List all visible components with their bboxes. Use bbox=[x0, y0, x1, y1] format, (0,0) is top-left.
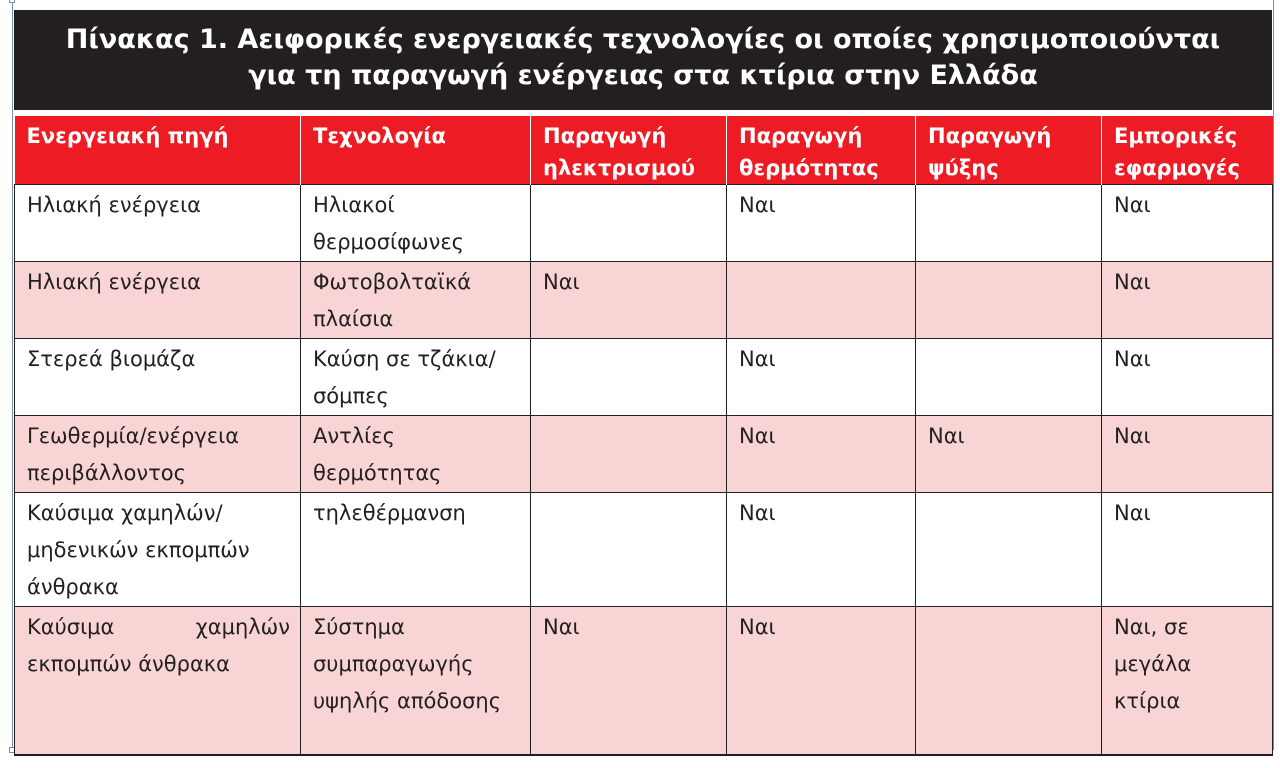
cell-heat bbox=[727, 262, 916, 339]
energy-technologies-table bbox=[14, 116, 1273, 756]
cell-heat: Ναι bbox=[727, 607, 916, 755]
table-title bbox=[14, 10, 1272, 110]
cell-technology: Σύστημα συμπαραγωγής υψηλής απόδοσης bbox=[301, 607, 531, 755]
cell-commercial: Ναι bbox=[1102, 185, 1273, 262]
header-heat-production: Παραγωγή θερμότητας bbox=[727, 116, 916, 185]
cell-cooling bbox=[916, 185, 1102, 262]
header-electricity-production: Παραγωγή ηλεκτρισμού bbox=[531, 116, 727, 185]
table-row bbox=[15, 339, 1273, 416]
cell-energy-source: Καύσιμα χαμηλών/μηδενικών εκπομπών άνθρακα bbox=[15, 493, 301, 607]
cell-energy-source: Ηλιακή ενέργεια bbox=[15, 185, 301, 262]
cell-energy-source: Καύσιμα χαμηλών εκπομπών άνθρακα bbox=[15, 607, 301, 755]
table-title-line-2: για τη παραγωγή ενέργειας στα κτίρια στην Ελλάδα bbox=[248, 60, 1038, 91]
cell-technology: τηλεθέρμανση bbox=[301, 493, 531, 607]
cell-electricity: Ναι bbox=[531, 607, 727, 755]
cell-technology: Αντλίες θερμότητας bbox=[301, 416, 531, 493]
cell-electricity bbox=[531, 416, 727, 493]
cell-commercial: Ναι, σε μεγάλα κτίρια bbox=[1102, 607, 1273, 755]
cell-energy-source: Στερεά βιομάζα bbox=[15, 339, 301, 416]
cell-heat: Ναι bbox=[727, 493, 916, 607]
resize-handle-top-left[interactable] bbox=[9, 0, 15, 3]
cell-energy-source: Γεωθερμία/ενέργεια περιβάλλοντος bbox=[15, 416, 301, 493]
cell-commercial: Ναι bbox=[1102, 262, 1273, 339]
cell-heat: Ναι bbox=[727, 416, 916, 493]
cell-electricity: Ναι bbox=[531, 262, 727, 339]
cell-commercial: Ναι bbox=[1102, 416, 1273, 493]
header-technology: Τεχνολογία bbox=[301, 116, 531, 185]
cell-technology: Καύση σε τζάκια/σόμπες bbox=[301, 339, 531, 416]
header-commercial-applications: Εμπορικές εφαρμογές bbox=[1102, 116, 1273, 185]
table-row bbox=[15, 185, 1273, 262]
cell-electricity bbox=[531, 339, 727, 416]
cell-electricity bbox=[531, 493, 727, 607]
table-row bbox=[15, 416, 1273, 493]
header-energy-source: Ενεργειακή πηγή bbox=[15, 116, 301, 185]
cell-electricity bbox=[531, 185, 727, 262]
table-row bbox=[15, 493, 1273, 607]
cell-cooling bbox=[916, 262, 1102, 339]
table-header-row bbox=[15, 116, 1273, 185]
cell-energy-source: Ηλιακή ενέργεια bbox=[15, 262, 301, 339]
cell-cooling bbox=[916, 607, 1102, 755]
table-row bbox=[15, 262, 1273, 339]
cell-cooling bbox=[916, 339, 1102, 416]
table-row bbox=[15, 607, 1273, 755]
table-title-line-1: Πίνακας 1. Αειφορικές ενεργειακές τεχνολογίες οι οποίες χρησιμοποιούνται bbox=[65, 24, 1221, 55]
cell-technology: Φωτοβολταϊκά πλαίσια bbox=[301, 262, 531, 339]
header-cooling-production: Παραγωγή ψύξης bbox=[916, 116, 1102, 185]
cell-commercial: Ναι bbox=[1102, 493, 1273, 607]
cell-cooling: Ναι bbox=[916, 416, 1102, 493]
cell-cooling bbox=[916, 493, 1102, 607]
cell-commercial: Ναι bbox=[1102, 339, 1273, 416]
cell-heat: Ναι bbox=[727, 339, 916, 416]
cell-heat: Ναι bbox=[727, 185, 916, 262]
cell-technology: Ηλιακοί θερμοσίφωνες bbox=[301, 185, 531, 262]
